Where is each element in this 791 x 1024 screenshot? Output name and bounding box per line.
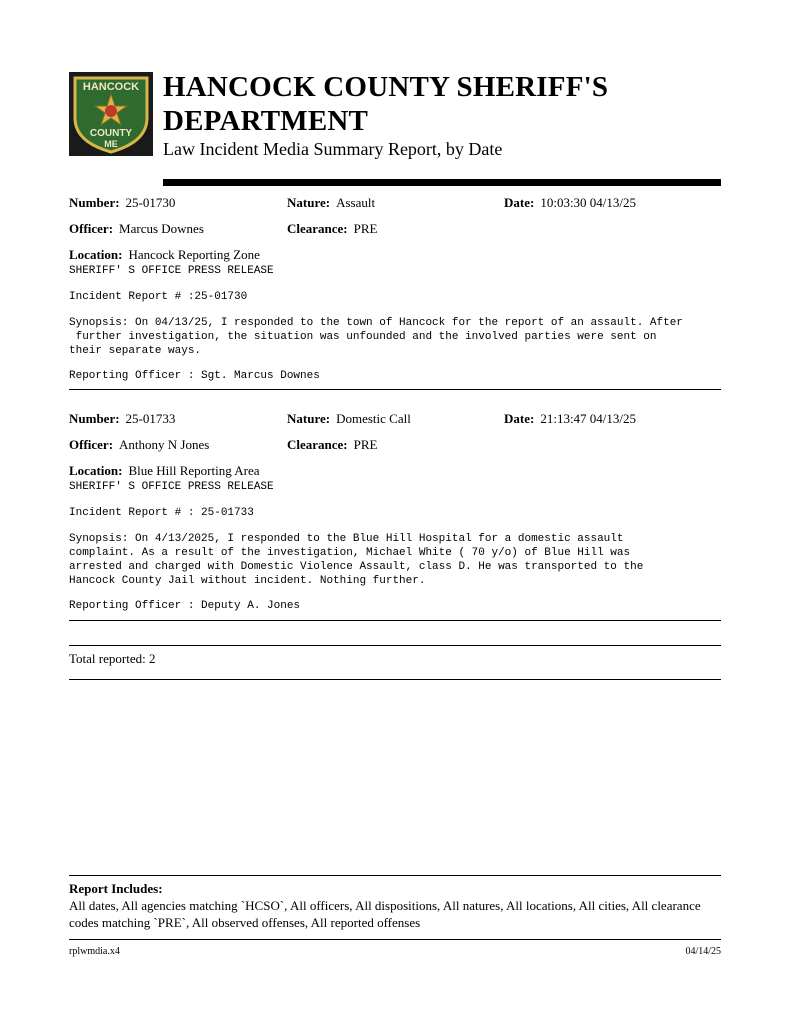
incident-clearance: Clearance: PRE [287,221,378,236]
incident-clearance: Clearance: PRE [287,437,378,452]
incident-number: Number: 25-01733 [69,411,176,426]
total-divider-top [69,645,721,646]
report-title [163,70,608,138]
report-subtitle: Law Incident Media Summary Report, by Date [163,139,503,159]
record-divider [69,620,721,621]
incident-nature: Nature: Assault [287,195,376,210]
incident-officer: Officer: Marcus Downes [69,221,204,236]
svg-text:HANCOCK: HANCOCK [82,81,140,93]
incident-officer: Officer: Anthony N Jones [69,437,210,452]
report-includes-heading: Report Includes: [69,881,163,896]
header-divider [163,179,721,186]
incident-nature: Nature: Domestic Call [287,411,411,426]
press-release-line: SHERIFF' S OFFICE PRESS RELEASE [69,265,274,277]
report-title-line1: HANCOCK COUNTY SHERIFF'S [163,71,609,103]
incident-date: Date: 10:03:30 04/13/25 [504,195,637,210]
press-release-line: SHERIFF' S OFFICE PRESS RELEASE [69,481,274,493]
report-includes-text: All dates, All agencies matching `HCSO`, All officers, All dispositions, All natures, All locations, All cities, All clearance codes matching `PRE`, All observed offenses, All reported offenses [69,898,701,930]
reporting-officer: Reporting Officer : Deputy A. Jones [69,600,301,612]
reporting-officer: Reporting Officer : Sgt. Marcus Downes [69,370,320,382]
total-reported: Total reported: 2 [69,651,156,666]
print-date: 04/14/25 [685,946,721,957]
report-id: rplwmdia.x4 [69,946,120,957]
incident-synopsis: Synopsis: On 04/13/25, I responded to the town of Hancock for the report of an assault. After further investigation, the situation was unfounded and the involved parties were sent on their separate ways. [69,317,683,357]
incident-report-number: Incident Report # :25-01730 [69,291,248,303]
total-divider-bottom [69,679,721,680]
report-title-line2: DEPARTMENT [163,105,369,137]
includes-divider [69,875,721,876]
sheriff-badge-logo [69,72,153,156]
incident-location: Location: Hancock Reporting Zone [69,247,260,262]
incident-location: Location: Blue Hill Reporting Area [69,463,260,478]
incident-date: Date: 21:13:47 04/13/25 [504,411,637,426]
record-divider [69,389,721,390]
incident-number: Number: 25-01730 [69,195,176,210]
footer-divider [69,939,721,940]
svg-text:COUNTY: COUNTY [89,128,133,139]
incident-synopsis: Synopsis: On 4/13/2025, I responded to the Blue Hill Hospital for a domestic assault complaint. As a result of the investigation, Michael White ( 70 y/o) of Blue Hill was arrested and charged with Domestic Violence Assault, class D. He was transported to the Hancock County Jail without incident. Nothing further. [69,533,644,587]
incident-report-number: Incident Report # : 25-01733 [69,507,254,519]
svg-text:ME: ME [104,139,118,149]
report-includes [69,880,721,931]
